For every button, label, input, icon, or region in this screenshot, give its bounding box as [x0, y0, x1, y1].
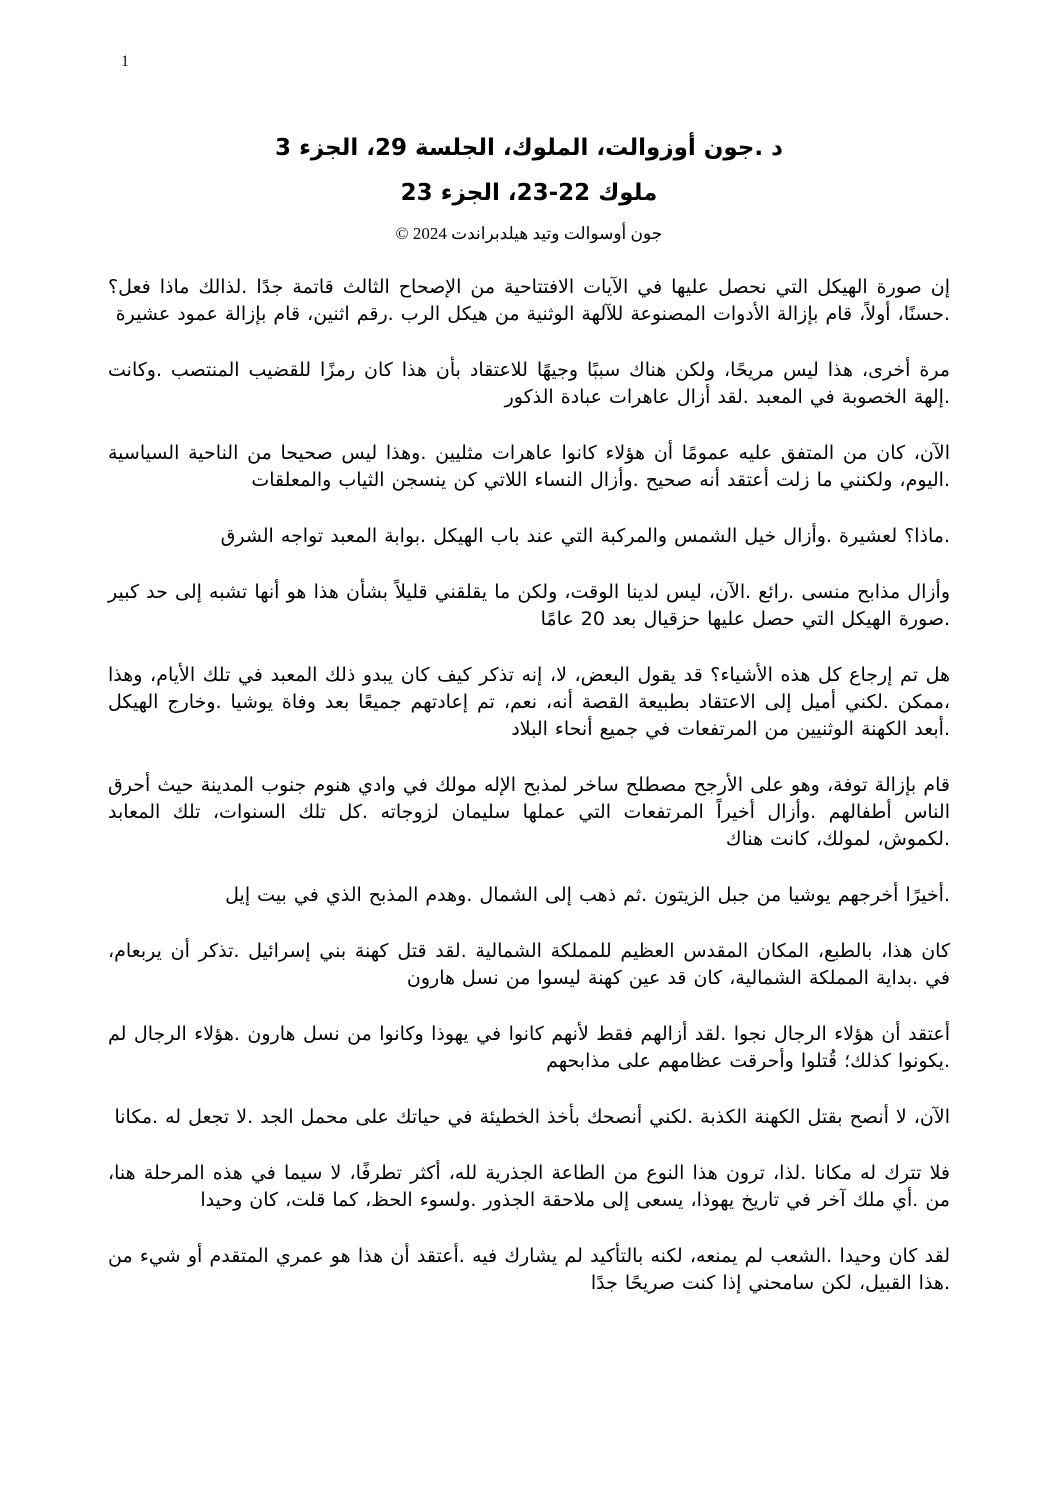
document-title-line1: د .جون أوزوالت، الملوك، الجلسة 29، الجزء 3 — [275, 135, 783, 161]
document-title-line2: ملوك 22-23، الجزء 23 — [400, 180, 658, 206]
paragraph-3: الآن، كان من المتفق عليه عمومًا أن هؤلاء كانوا عاهرات مثليين .وهذا ليس صحيحا من الناحية السياسية .اليوم، ولكنني ما زلت أعتقد أنه صحيح .وأزال النساء اللاتي كن ينسجن الثياب والمعلقات — [108, 442, 950, 491]
paragraph-4: .ماذا؟ لعشيرة .وأزال خيل الشمس والمركبة التي عند باب الهيكل .بوابة المعبد تواجه الشرق — [220, 525, 950, 547]
paragraph-11: الآن، لا أنصح بقتل الكهنة الكذبة .لكني أنصحك بأخذ الخطيئة في حياتك على محمل الجد .لا تجعل له .مكانا — [114, 1106, 950, 1128]
paragraph-13: لقد كان وحيدا .الشعب لم يمنعه، لكنه بالتأكيد لم يشارك فيه .أعتقد أن هذا هو عمري المتقدم أو شيء من .هذا القبيل، لكن سامحني إذا كنت صريحًا جدًا — [108, 1245, 950, 1294]
paragraph-12: فلا تترك له مكانا .لذا، ترون هذا النوع من الطاعة الجذرية لله، أكثر تطرفًا، لا سيما في هذه المرحلة هنا، من .أي ملك آخر في تاريخ يهوذا، يسعى إلى ملاحقة الجذور .ولسوء الحظ، كما قلت، كان وحيدا — [108, 1162, 950, 1211]
document-title — [108, 126, 950, 216]
page-number: 1 — [121, 53, 129, 70]
paragraph-5: وأزال مذابح منسى .رائع .الآن، ليس لدينا الوقت، ولكن ما يقلقني قليلاً بشأن هذا هو أنها تشبه إلى حد كبير .صورة الهيكل التي حصل عليها حزقيال بعد 20 عامًا — [108, 581, 950, 630]
paragraph-1: إن صورة الهيكل التي نحصل عليها في الآيات الافتتاحية من الإصحاح الثالث قاتمة جدًا .لذالك ماذا فعل؟ .حسنًا، أولاً، قام بإزالة الأدوات المصنوعة للآلهة الوثنية من هيكل الرب .رقم اثنين، قام بإزالة عمود عشيرة — [108, 276, 950, 325]
paragraph-10: أعتقد أن هؤلاء الرجال نجوا .لقد أزالهم فقط لأنهم كانوا في يهوذا وكانوا من نسل هارون .هؤلاء الرجال لم .يكونوا كذلك؛ قُتلوا وأحرقت عظامهم على مذابحهم — [108, 1023, 950, 1072]
copyright-line: جون أوسوالت وتيد هيلدبراندت 2024 © — [395, 224, 663, 243]
paragraph-8: .أخيرًا أخرجهم يوشيا من جبل الزيتون .ثم ذهب إلى الشمال .وهدم المذبح الذي في بيت إيل — [225, 884, 950, 906]
paragraph-2: مرة أخرى، هذا ليس مريحًا، ولكن هناك سببًا وجيهًا للاعتقاد بأن هذا كان رمزًا للقضيب المنتصب .وكانت .إلهة الخصوبة في المعبد .لقد أزال عاهرات عبادة الذكور — [108, 359, 950, 408]
paragraph-7: قام بإزالة توفة، وهو على الأرجح مصطلح ساخر لمذبح الإله مولك في وادي هنوم جنوب المدينة حيث أحرق الناس أطفالهم .وأزال أخيراً المرتفعات التي عملها سليمان لزوجاته .كل تلك السنوات، تلك المعابد .لكموش، لمولك، كانت هناك — [108, 774, 950, 850]
paragraph-9: كان هذا، بالطبع، المكان المقدس العظيم للمملكة الشمالية .لقد قتل كهنة بني إسرائيل .تذكر أن يربعام، في .بداية المملكة الشمالية، كان قد عين كهنة ليسوا من نسل هارون — [108, 940, 950, 989]
paragraph-6: هل تم إرجاع كل هذه الأشياء؟ قد يقول البعض، لا، إنه تذكر كيف كان يبدو ذلك المعبد في تلك الأيام، وهذا ،ممكن .لكني أميل إلى الاعتقاد بطبيعة القصة أنه، نعم، تم إعادتهم جميعًا بعد وفاة يوشيا .وخارج الهيكل .أبعد الكهنة الوثنيين من المرتفعات في جميع أنحاء البلاد — [108, 664, 950, 740]
body-paragraphs — [108, 274, 950, 1297]
document-content — [108, 126, 950, 1326]
